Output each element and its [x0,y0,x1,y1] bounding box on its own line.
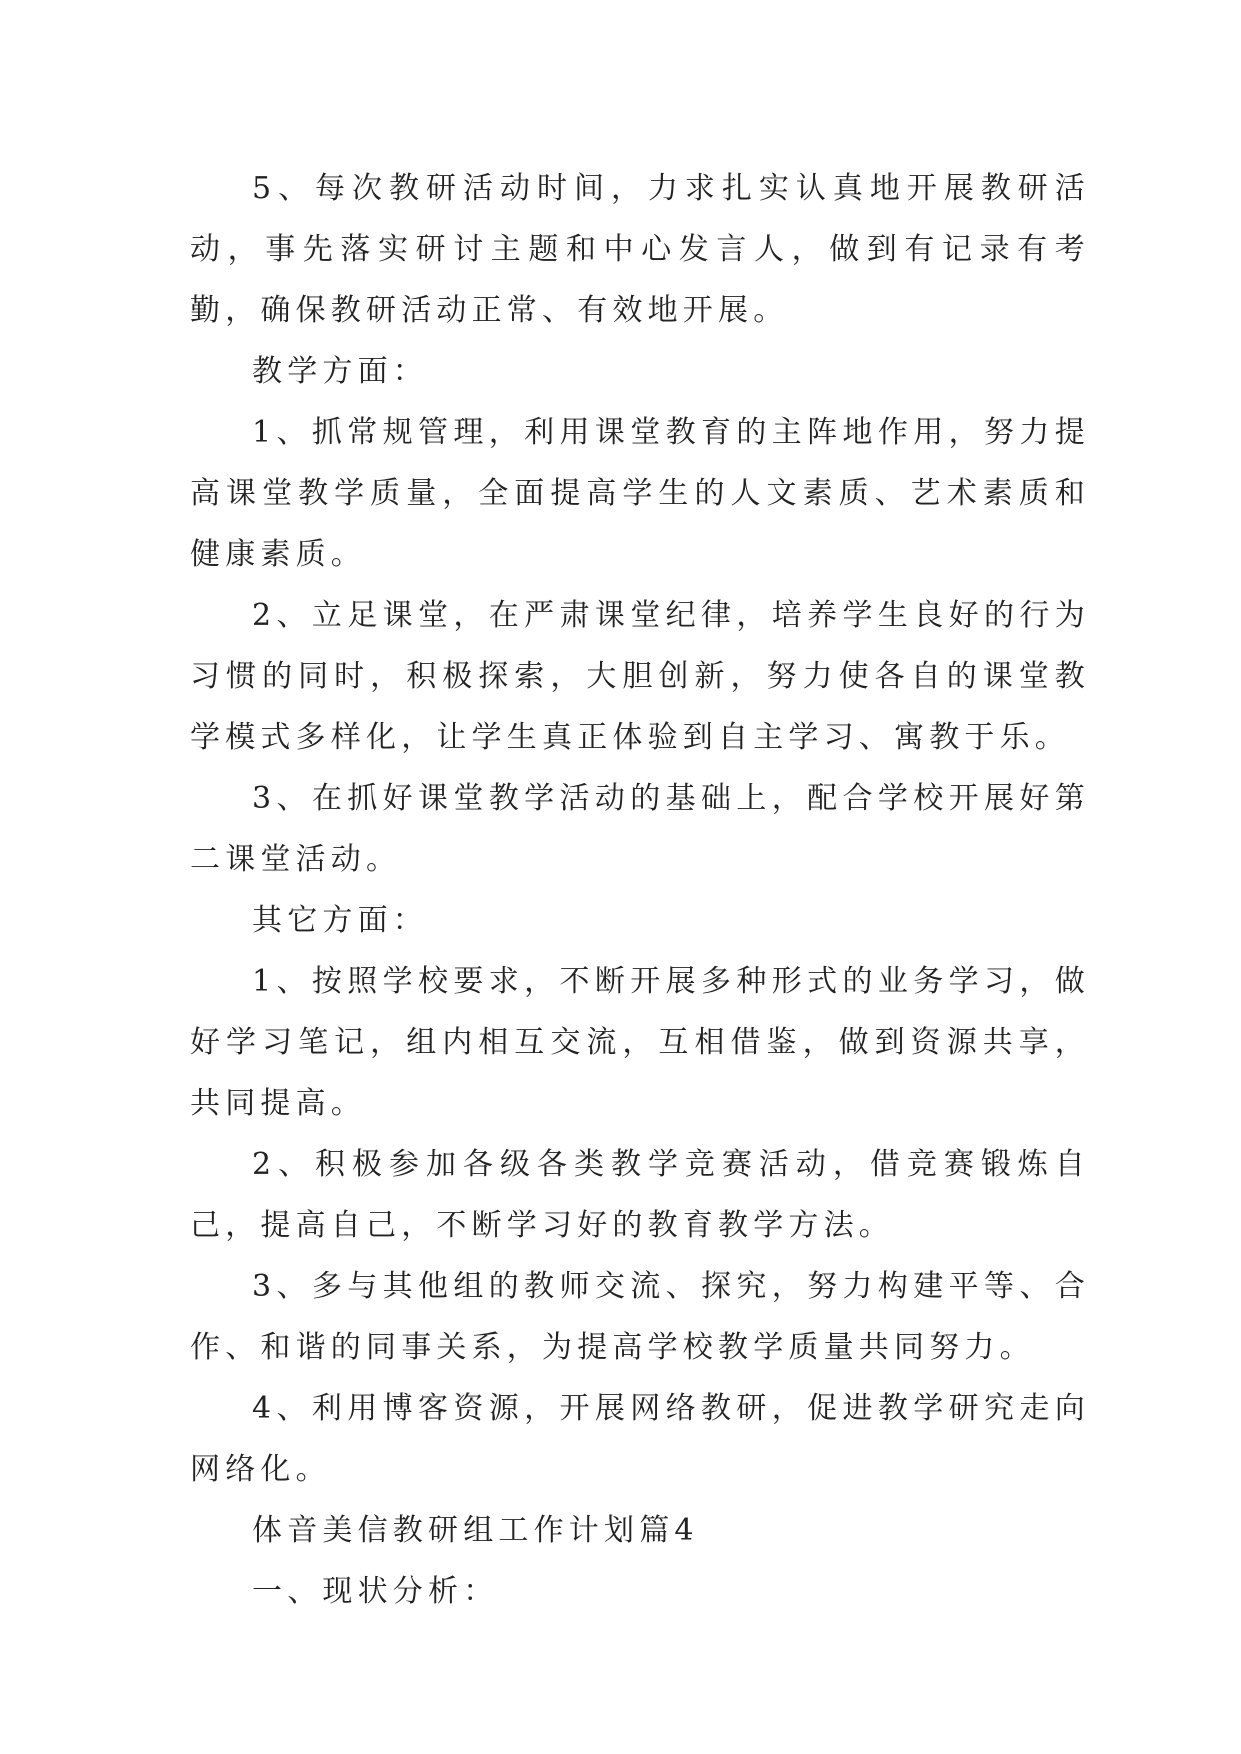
paragraph-classroom: 2、立足课堂，在严肃课堂纪律，培养学生良好的行为习惯的同时，积极探索，大胆创新，努力使各自的课堂教学模式多样化，让学生真正体验到自主学习、寓教于乐。 [190,598,1090,755]
paragraph-activity-time: 5、每次教研活动时间，力求扎实认真地开展教研活动，事先落实研讨主题和中心发言人，做到有记录有考勤，确保教研活动正常、有效地开展。 [190,171,1090,328]
paragraph-communication: 3、多与其他组的教师交流、探究，努力构建平等、合作、和谐的同事关系，为提高学校教学质量共同努力。 [190,1269,1090,1365]
paragraph-study: 1、按照学校要求，不断开展多种形式的业务学习，做好学习笔记，组内相互交流，互相借鉴，做到资源共享，共同提高。 [190,964,1090,1121]
document-body [190,158,1090,1622]
heading-other: 其它方面： [252,903,428,938]
heading-teaching: 教学方面： [252,354,428,389]
section-title-plan-4: 体音美信教研组工作计划篇4 [252,1513,699,1548]
paragraph-routine-management: 1、抓常规管理，利用课堂教育的主阵地作用，努力提高课堂教学质量，全面提高学生的人文素质、艺术素质和健康素质。 [190,415,1090,572]
heading-status-analysis: 一、现状分析： [252,1574,499,1609]
paragraph-blog: 4、利用博客资源，开展网络教研，促进教学研究走向网络化。 [190,1391,1090,1487]
paragraph-second-classroom: 3、在抓好课堂教学活动的基础上，配合学校开展好第二课堂活动。 [190,781,1090,877]
paragraph-competition: 2、积极参加各级各类教学竞赛活动，借竞赛锻炼自己，提高自己，不断学习好的教育教学方法。 [190,1147,1090,1243]
